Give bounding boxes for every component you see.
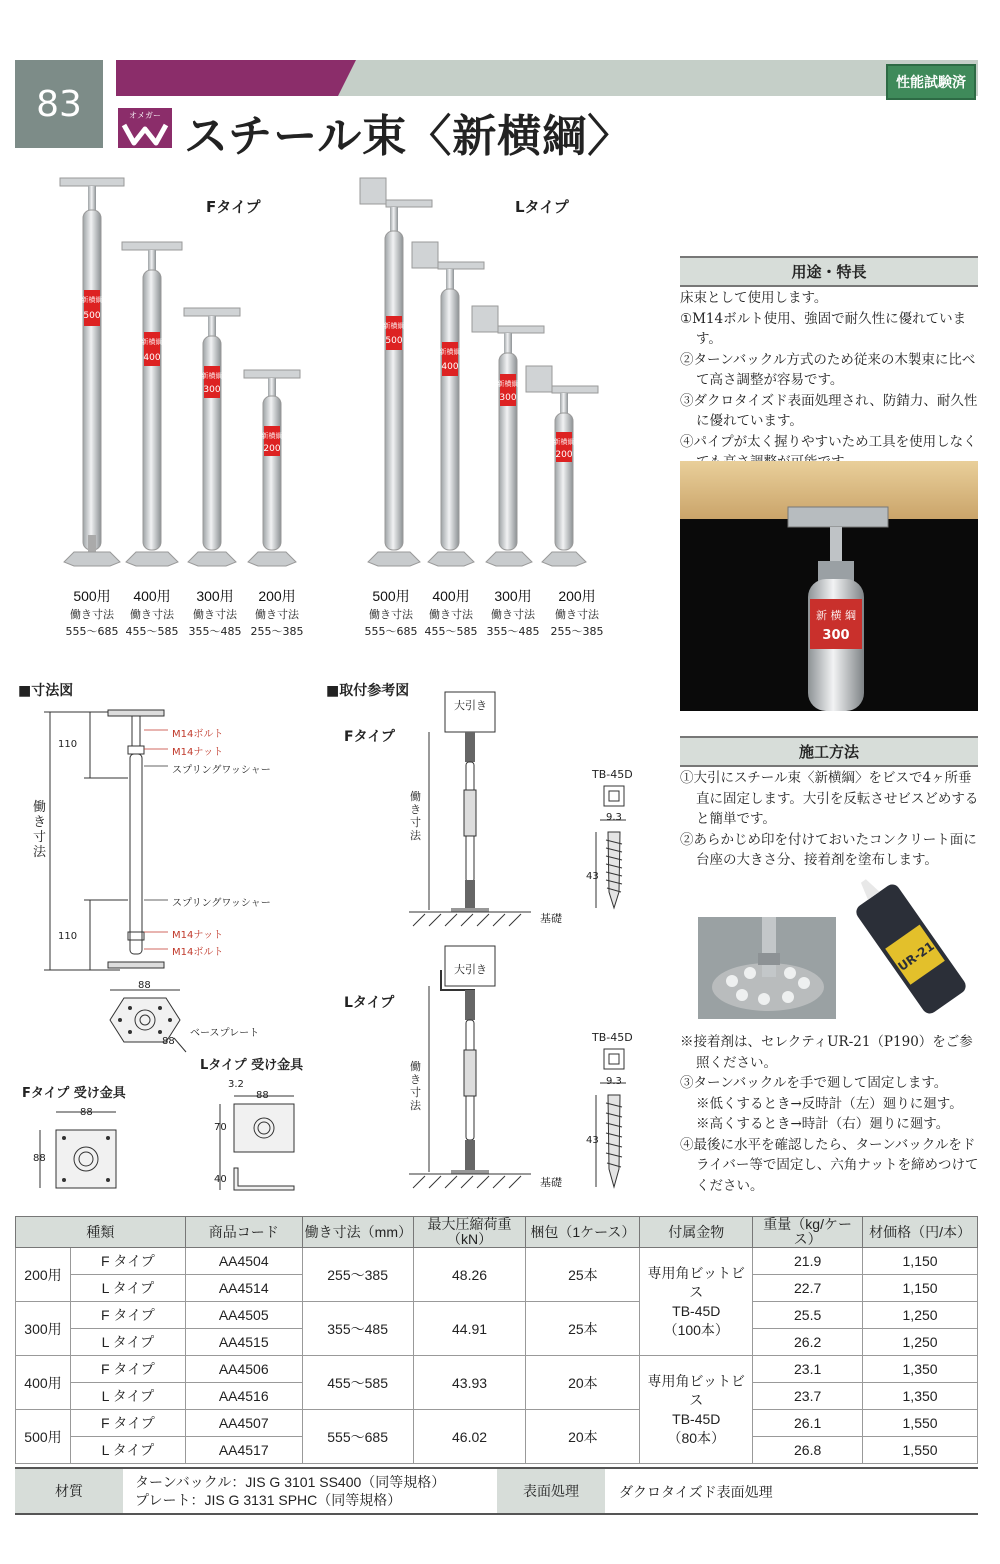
performance-tested-badge: 性能試験済 [886,64,976,100]
beam-label: 大引き [454,963,487,976]
fittings-line: TB-45D [672,1302,721,1319]
f-prop-500 [60,178,124,566]
l-caption-500: 500用 [372,588,410,604]
pack-cell: 20本 [526,1410,640,1464]
base-width: 88 [138,980,151,991]
f-bracket-width: 88 [80,1107,93,1118]
brand-logo [118,108,172,148]
l-tag-500: 500 [385,336,403,346]
fittings-cell [640,1356,753,1464]
method-list [680,768,980,871]
col-header: 種類 [16,1217,186,1248]
method-item: ②あらかじめ印を付けておいたコンクリート面に台座の大きさ分、接着剤を塗布します。 [680,831,977,868]
feature-item: ④パイプが太く握りやすいため工具を使用しなく [680,433,977,450]
install-l-drawing [405,944,545,1192]
range-cell: 455〜585 [302,1356,413,1410]
code-cell: AA4507 [185,1410,302,1437]
price-cell: 1,550 [863,1410,978,1437]
adhesive-cartridge [846,874,976,1024]
pack-cell: 25本 [526,1248,640,1302]
method-note: ※低くするとき→反時計（左）廻りに廻す。 [696,1095,963,1112]
material-key: 材質 [15,1469,123,1513]
svg-text:新横綱: 新横綱 [439,348,461,356]
l-sub-200: 働き寸法 [555,608,599,621]
size-cell: 400用 [16,1356,71,1410]
f-range-400: 455〜585 [125,625,179,638]
svg-text:新横綱: 新横綱 [201,372,223,380]
label-spring-washer: スプリングワッシャー [172,765,271,776]
f-bracket-height: 88 [33,1153,46,1164]
l-caption-400: 400用 [432,588,470,604]
l-bracket-width: 88 [256,1090,269,1101]
features-intro: 床束として使用します。 [680,290,828,306]
method-note: ※高くするとき→時計（右）廻りに廻す。 [696,1116,950,1132]
l-sub-500: 働き寸法 [369,608,413,621]
weight-cell: 23.7 [753,1383,863,1410]
label-m14-bolt: M14ボルト [172,947,224,958]
code-cell: AA4506 [185,1356,302,1383]
page-title: スチール束〈新横綱〉 [184,111,633,162]
page-number: 83 [15,60,103,148]
l-range-200: 255〜385 [550,625,604,638]
l-prop-500 [360,178,432,566]
table-row [16,1356,978,1383]
label-m14-nut: M14ナット [172,930,224,941]
table-header-row [16,1217,978,1248]
range-cell: 355〜485 [302,1302,413,1356]
col-header: 付属金物 [640,1217,753,1248]
f-sub-200: 働き寸法 [255,608,299,621]
size-cell: 500用 [16,1410,71,1464]
f-prop-400 [122,242,182,566]
dim-110-bottom: 110 [58,931,78,942]
l-bracket-height: 70 [214,1122,227,1133]
code-cell: AA4516 [185,1383,302,1410]
header-band [116,60,978,96]
price-cell: 1,250 [863,1329,978,1356]
f-bracket-label: Fタイプ 受け金具 [22,1086,126,1101]
l-prop-400 [412,242,484,566]
material-line: プレート：JIS G 3131 SPHC（同等規格） [135,1492,402,1508]
screw-width: 9.3 [606,812,622,823]
work-dim-label: 働き寸法 [33,800,47,860]
price-cell: 1,350 [863,1356,978,1383]
install-heading: ■取付参考図 [326,683,410,699]
weight-cell: 26.2 [753,1329,863,1356]
l-tag-400: 400 [441,362,459,372]
code-cell: AA4517 [185,1437,302,1464]
type-cell: L タイプ [70,1329,185,1356]
range-cell: 255〜385 [302,1248,413,1302]
type-cell: L タイプ [70,1275,185,1302]
install-f-label: Fタイプ [344,729,395,745]
product-illustration [50,170,670,580]
weight-cell: 22.7 [753,1275,863,1302]
load-cell: 44.91 [413,1302,526,1356]
load-cell: 46.02 [413,1410,526,1464]
size-cell: 300用 [16,1302,71,1356]
f-caption-200: 200用 [258,588,296,604]
f-tag-300: 300 [203,385,221,395]
l-bracket-label: Lタイプ 受け金具 [200,1058,304,1073]
base-depth: 88 [162,1036,175,1047]
l-tag-200: 200 [555,450,573,460]
l-caption-200: 200用 [558,588,596,604]
method-note: ※接着剤は、セレクティUR-21（P190）をご参照ください。 [680,1034,973,1071]
feature-item: ③ダクロタイズド表面処理され、防錆力、耐久性に優れています。 [680,392,978,429]
dimension-heading: ■寸法図 [18,683,74,699]
surface-key: 表面処理 [497,1469,605,1513]
col-header: 最大圧縮荷重 （kN） [413,1217,526,1248]
install-work-dim: 働き寸法 [410,790,421,842]
label-m14-bolt: M14ボルト [172,729,224,740]
f-range-200: 255〜385 [250,625,304,638]
fittings-line: 専用角ビットビス [647,1372,745,1408]
size-cell: 200用 [16,1248,71,1302]
f-type-label: Fタイプ [206,198,261,216]
f-caption-300: 300用 [196,588,234,604]
type-cell: L タイプ [70,1437,185,1464]
l-sub-300: 働き寸法 [491,608,535,621]
method-heading: 施工方法 [680,736,978,767]
code-cell: AA4515 [185,1329,302,1356]
method-notes [680,1032,980,1196]
col-header: 商品コード [185,1217,302,1248]
svg-text:新横綱: 新横綱 [141,338,163,346]
price-cell: 1,550 [863,1437,978,1464]
l-caption-300: 300用 [494,588,532,604]
type-cell: F タイプ [70,1410,185,1437]
table-row [16,1248,978,1275]
method-note: ④最後に水平を確認したら、ターンバックルをドライバー等で固定し、六角ナットを締めつけてください。 [680,1136,979,1194]
l-type-label: Lタイプ [515,198,569,216]
feature-item: ②ターンバックル方式のため従来の木製束に比べて高さ調整が容易です。 [680,351,976,388]
load-cell: 43.93 [413,1356,526,1410]
brand-logo-text: オメガー [129,111,161,120]
table-row [16,1302,978,1329]
f-prop-200 [244,370,300,566]
pack-cell: 25本 [526,1302,640,1356]
code-cell: AA4505 [185,1302,302,1329]
dim-110-top: 110 [58,739,78,750]
base-plate-label: ベースプレート [190,1028,260,1039]
install-work-dim: 働き寸法 [410,1060,421,1112]
screw-length: 43 [586,1135,599,1146]
photo-tag-line2: 300 [822,628,850,643]
installed-photo [680,461,978,711]
f-tag-400: 400 [143,353,161,363]
install-f-drawing [405,690,545,928]
code-cell: AA4504 [185,1248,302,1275]
beam-label: 大引き [454,699,487,712]
svg-text:新横綱: 新横綱 [261,432,283,440]
f-range-500: 555〜685 [65,625,119,638]
price-cell: 1,150 [863,1248,978,1275]
svg-text:新横綱: 新横綱 [497,380,519,388]
ground-label: 基礎 [540,1176,562,1189]
weight-cell: 26.1 [753,1410,863,1437]
ground-label: 基礎 [540,912,562,925]
f-tag-500: 500 [83,311,101,321]
label-m14-nut: M14ナット [172,747,224,758]
type-cell: F タイプ [70,1248,185,1275]
photo-tag-line1: 新 横 綱 [816,609,856,622]
spec-table [15,1216,978,1464]
l-bracket-thickness: 3.2 [228,1079,244,1090]
col-header: 働き寸法（mm） [302,1217,413,1248]
type-cell: F タイプ [70,1356,185,1383]
screw-label: TB-45D [592,1031,633,1044]
pack-cell: 20本 [526,1356,640,1410]
method-item: ①大引にスチール束〈新横綱〉をビスで4ヶ所垂直に固定します。大引を反転させビスどめすると簡単です。 [680,770,979,827]
method-note: ③ターンバックルを手で廻して固定します。 [680,1075,948,1091]
price-cell: 1,350 [863,1383,978,1410]
install-l-label: Lタイプ [344,995,395,1011]
f-caption-400: 400用 [133,588,171,604]
f-range-300: 355〜485 [188,625,242,638]
fittings-line: TB-45D [672,1410,721,1427]
base-adhesive-photo [698,917,836,1019]
col-header: 重量（kg/ケース） [753,1217,863,1248]
table-row [16,1410,978,1437]
screw-width: 9.3 [606,1076,622,1087]
col-header: 梱包（1ケース） [526,1217,640,1248]
l-tag-300: 300 [499,393,517,403]
f-caption-500: 500用 [73,588,111,604]
screw-length: 43 [586,871,599,882]
fittings-line: （100本） [663,1321,729,1338]
l-sub-400: 働き寸法 [429,608,473,621]
surface-value: ダクロタイズド表面処理 [619,1484,773,1500]
type-cell: F タイプ [70,1302,185,1329]
feature-item: ①M14ボルト使用、強固で耐久性に優れています。 [680,310,967,347]
f-sub-400: 働き寸法 [130,608,174,621]
f-prop-300 [184,308,240,566]
weight-cell: 21.9 [753,1248,863,1275]
screw-label: TB-45D [592,768,633,781]
price-cell: 1,250 [863,1302,978,1329]
l-range-300: 355〜485 [486,625,540,638]
l-bracket-flange: 40 [214,1174,227,1185]
l-prop-300 [472,306,544,566]
l-range-500: 555〜685 [364,625,418,638]
range-cell: 555〜685 [302,1410,413,1464]
material-line: ターンバックル：JIS G 3101 SS400（同等規格） [135,1474,446,1490]
code-cell: AA4514 [185,1275,302,1302]
f-tag-200: 200 [263,444,281,454]
price-cell: 1,150 [863,1275,978,1302]
weight-cell: 25.5 [753,1302,863,1329]
screw-drawing [590,782,640,912]
screw-drawing [590,1045,640,1191]
weight-cell: 23.1 [753,1356,863,1383]
svg-text:新横綱: 新横綱 [553,438,575,446]
adhesive-label: UR-21 [895,938,937,974]
col-header: 材価格（円/本） [863,1217,978,1248]
l-prop-200 [526,366,598,566]
fittings-line: （80本） [667,1429,726,1446]
base-plate-drawing [100,982,200,1062]
features-heading: 用途・特長 [680,256,978,287]
weight-cell: 26.8 [753,1437,863,1464]
features-list [680,288,980,473]
fittings-line: 専用角ビットビス [647,1264,745,1300]
f-sub-500: 働き寸法 [70,608,114,621]
f-sub-300: 働き寸法 [193,608,237,621]
svg-text:新横綱: 新横綱 [383,322,405,330]
material-footer [15,1467,978,1515]
svg-text:新横綱: 新横綱 [81,296,103,304]
type-cell: L タイプ [70,1383,185,1410]
l-range-400: 455〜585 [424,625,478,638]
load-cell: 48.26 [413,1248,526,1302]
fittings-cell [640,1248,753,1356]
label-spring-washer: スプリングワッシャー [172,898,271,909]
